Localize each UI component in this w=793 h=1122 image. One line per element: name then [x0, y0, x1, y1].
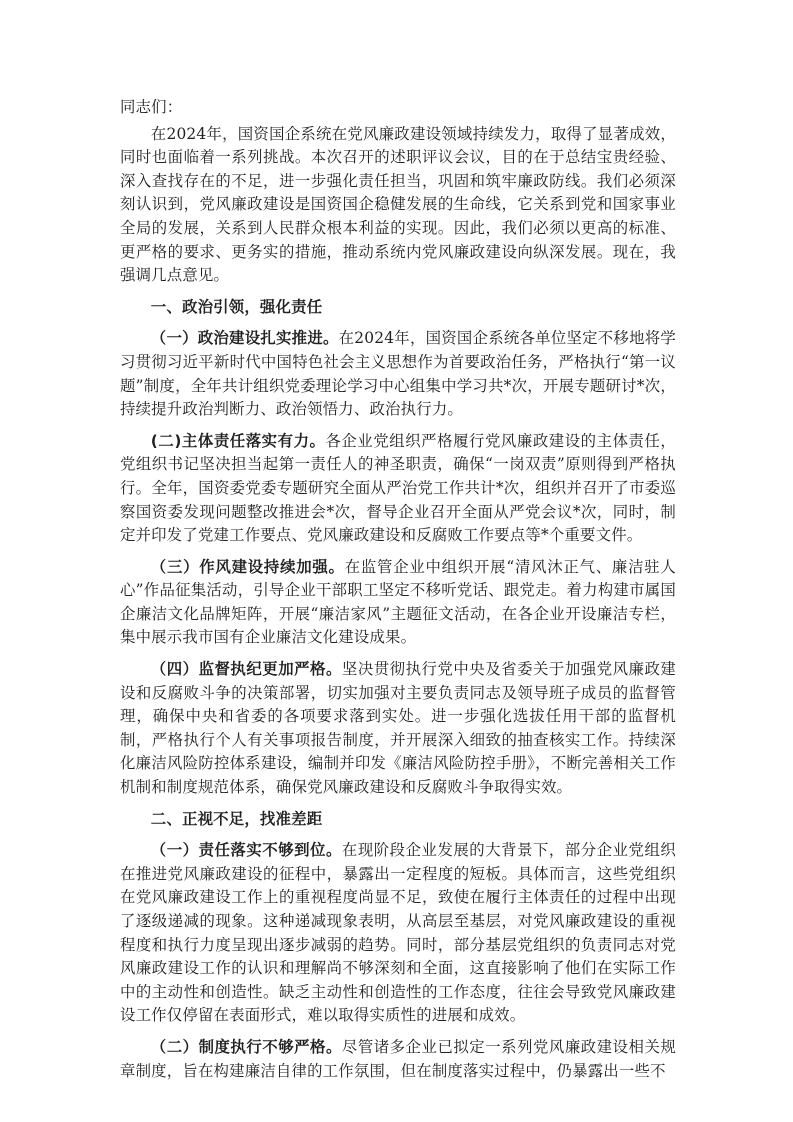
item-text: 各企业党组织严格履行党风廉政建设的主体责任，党组织书记坚决担当起第一责任人的神圣职责，确保“一岗双责”原则得到严格执行。全年，国资委党委专题研究全面从严治党工作共计*次，组织并召开了市委巡察国资委发现问题整改推进会*次，督导企业召开全面从严党会议*次，同时，制定并印发了党建工作要点、党风廉政建设和反腐败工作要点等*个重要文件。	[120, 431, 677, 545]
section1-item-1	[120, 327, 676, 421]
salutation: 同志们：	[120, 98, 183, 116]
document-body	[120, 96, 676, 1091]
section1-item-3	[120, 556, 676, 650]
item-text: 尽管诸多企业已拟定一系列党风廉政建设相关规章制度，旨在构建廉洁自律的工作氛围，但在制度落实过程中，仍暴露出一些不	[120, 1037, 676, 1080]
item-lead: (二)主体责任落实有力。	[150, 431, 326, 450]
intro-paragraph: 在2024年，国资国企系统在党风廉政建设领域持续发力，取得了显著成效，同时也面临着一系列挑战。本次召开的述职评议会议，目的在于总结宝贵经验、深入查找存在的不足，进一步强化责任担当，巩固和筑牢廉政防线。我们必须深刻认识到，党风廉政建设是国资国企稳健发展的生命线，它关系到党和国家事业全局的发展，关系到人民群众根本利益的实现。因此，我们必须以更高的标准、更严格的要求、更务实的措施，推动系统内党风廉政建设向纵深发展。现在，我强调几点意见。	[120, 124, 676, 285]
item-lead: （一）责任落实不够到位。	[150, 841, 342, 860]
section-heading-1: 一、政治引领，强化责任	[150, 297, 323, 316]
section-heading-2: 二、正视不足，找准差距	[150, 809, 323, 828]
item-lead: （三）作风建设持续加强。	[150, 557, 345, 576]
item-lead: （四）监督执纪更加严格。	[150, 660, 342, 679]
item-text: 在2024年，国资国企系统各单位坚定不移地将学习贯彻习近平新时代中国特色社会主义思想作为首要政治任务，严格执行“第一议题”制度，全年共计组织党委理论学习中心组集中学习共*次，开展专题研讨*次，持续提升政治判断力、政治领悟力、政治执行力。	[120, 329, 676, 419]
item-text: 在现阶段企业发展的大背景下，部分企业党组织在推进党风廉政建设的征程中，暴露出一定程度的短板。具体而言，这些党组织在党风廉政建设工作上的重视程度尚显不足，致使在履行主体责任的过程中出现了逐级递减的现象。这种递减现象表明，从高层至基层，对党风廉政建设的重视程度和执行力度呈现出逐步减弱的趋势。同时，部分基层党组织的负责同志对党风廉政建设工作的认识和理解尚不够深刻和全面，这直接影响了他们在实际工作中的主动性和创造性。缺乏主动性和创造性的工作态度，往往会导致党风廉政建设工作仅停留在表面形式，难以取得实质性的进展和成效。	[120, 841, 676, 1025]
section2-item-1	[120, 839, 676, 1028]
item-text: 坚决贯彻执行党中央及省委关于加强党风廉政建设和反腐败斗争的决策部署，切实加强对主要负责同志及领导班子成员的监督管理，确保中央和省委的各项要求落到实处。进一步强化选拔任用干部的监督机制，严格执行个人有关事项报告制度，并开展深入细致的抽查核实工作。持续深化廉洁风险防控体系建设，编制并印发《廉洁风险防控手册》，不断完善相关工作机制和制度规范体系，确保党风廉政建设和反腐败斗争取得实效。	[120, 660, 676, 797]
section2-item-2	[120, 1036, 676, 1083]
section1-item-2	[120, 430, 676, 548]
item-text: 在监管企业中组织开展“清风沐正气、廉洁驻人心”作品征集活动，引导企业干部职工坚定不移听党话、跟党走。着力构建市属国企廉洁文化品牌矩阵，开展“廉洁家风”主题征文活动，在各企业开设廉洁专栏，集中展示我市国有企业廉洁文化建设成果。	[120, 557, 676, 647]
item-lead: （二）制度执行不够严格。	[150, 1037, 342, 1056]
section1-item-4	[120, 658, 676, 800]
item-lead: （一）政治建设扎实推进。	[150, 329, 339, 348]
